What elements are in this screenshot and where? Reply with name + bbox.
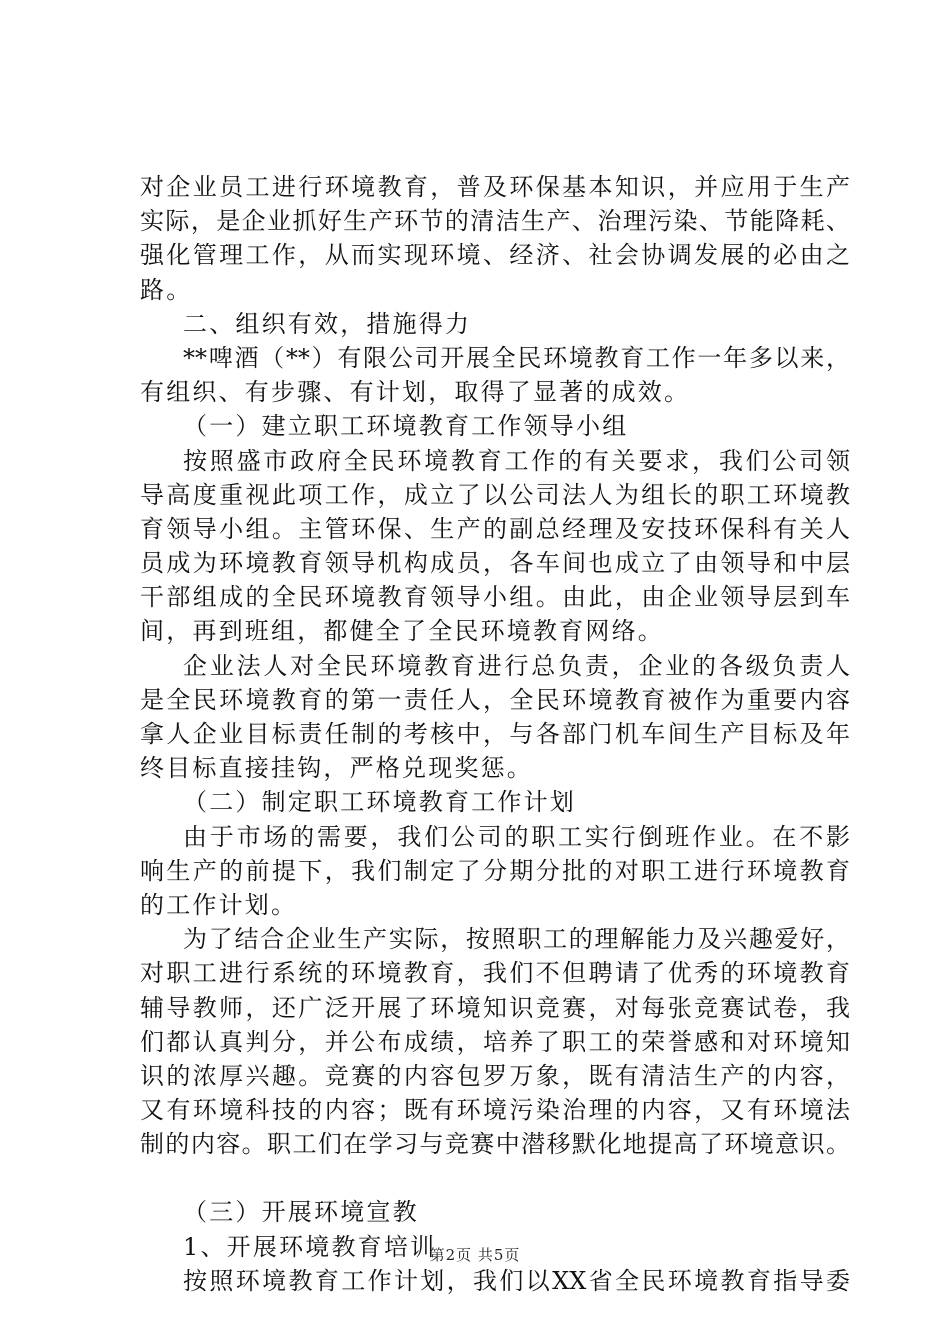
item-heading: 1、开展环境教育培训 xyxy=(183,1232,437,1261)
page-number-footer: 第2页 共5页 xyxy=(429,1246,521,1264)
text-line: 拿人企业目标责任制的考核中，与各部门机车间生产目标及年 xyxy=(140,720,850,748)
text-line: 辅导教师，还广泛开展了环境知识竞赛，对每张竞赛试卷，我 xyxy=(140,993,850,1022)
subsection-heading: （三）开展环境宣教 xyxy=(183,1198,419,1227)
text-line: 按照环境教育工作计划，我们以XX省全民环境教育指导委 xyxy=(183,1266,850,1295)
text-line: 是全民环境教育的第一责任人，全民环境教育被作为重要内容 xyxy=(140,685,850,714)
text-line: 对企业员工进行环境教育，普及环保基本知识，并应用于生产 xyxy=(140,173,850,201)
text-line: 有组织、有步骤、有计划，取得了显著的成效。 xyxy=(140,378,691,407)
text-line: 对职工进行系统的环境教育，我们不但聘请了优秀的环境教育 xyxy=(140,959,850,988)
text-line: 的工作计划。 xyxy=(140,890,298,919)
text-line: 为了结合企业生产实际，按照职工的理解能力及兴趣爱好， xyxy=(183,925,850,954)
text-line: 实际，是企业抓好生产环节的清洁生产、治理污染、节能降耗、 xyxy=(140,207,850,236)
text-line: 路。 xyxy=(140,275,193,304)
subsection-heading: （一）建立职工环境教育工作领导小组 xyxy=(183,412,629,441)
text-line: 制的内容。职工们在学习与竞赛中潜移默化地提高了环境意识。 xyxy=(140,1130,850,1159)
text-line: 企业法人对全民环境教育进行总负责，企业的各级负责人 xyxy=(183,651,850,680)
text-line: 干部组成的全民环境教育领导小组。由此，由企业领导层到车 xyxy=(140,583,850,612)
text-line: 由于市场的需要，我们公司的职工实行倒班作业。在不影 xyxy=(183,822,850,851)
paragraph-gap xyxy=(140,1161,850,1195)
text-line: 按照盛市政府全民环境教育工作的有关要求，我们公司领 xyxy=(183,446,850,475)
text-line: 又有环境科技的内容；既有环境污染治理的内容，又有环境法 xyxy=(140,1096,850,1125)
text-line: 识的浓厚兴趣。竞赛的内容包罗万象，既有清洁生产的内容， xyxy=(140,1061,850,1090)
text-line: **啤酒（**）有限公司开展全民环境教育工作一年多以来， xyxy=(183,343,850,372)
subsection-heading: （二）制定职工环境教育工作计划 xyxy=(183,788,576,817)
text-line: 强化管理工作，从而实现环境、经济、社会协调发展的必由之 xyxy=(140,241,850,270)
text-line: 间，再到班组，都健全了全民环境教育网络。 xyxy=(140,617,664,646)
text-line: 响生产的前提下，我们制定了分期分批的对职工进行环境教育 xyxy=(140,856,850,885)
text-line: 们都认真判分，并公布成绩，培养了职工的荣誉感和对环境知 xyxy=(140,1027,850,1056)
text-line: 员成为环境教育领导机构成员，各车间也成立了由领导和中层 xyxy=(140,549,850,578)
text-line: 导高度重视此项工作，成立了以公司法人为组长的职工环境教 xyxy=(140,480,850,509)
section-heading: 二、组织有效，措施得力 xyxy=(183,309,472,338)
text-line: 育领导小组。主管环保、生产的副总经理及安技环保科有关人 xyxy=(140,514,850,543)
body-text xyxy=(140,170,850,1298)
text-line: 终目标直接挂钩，严格兑现奖惩。 xyxy=(140,754,533,783)
